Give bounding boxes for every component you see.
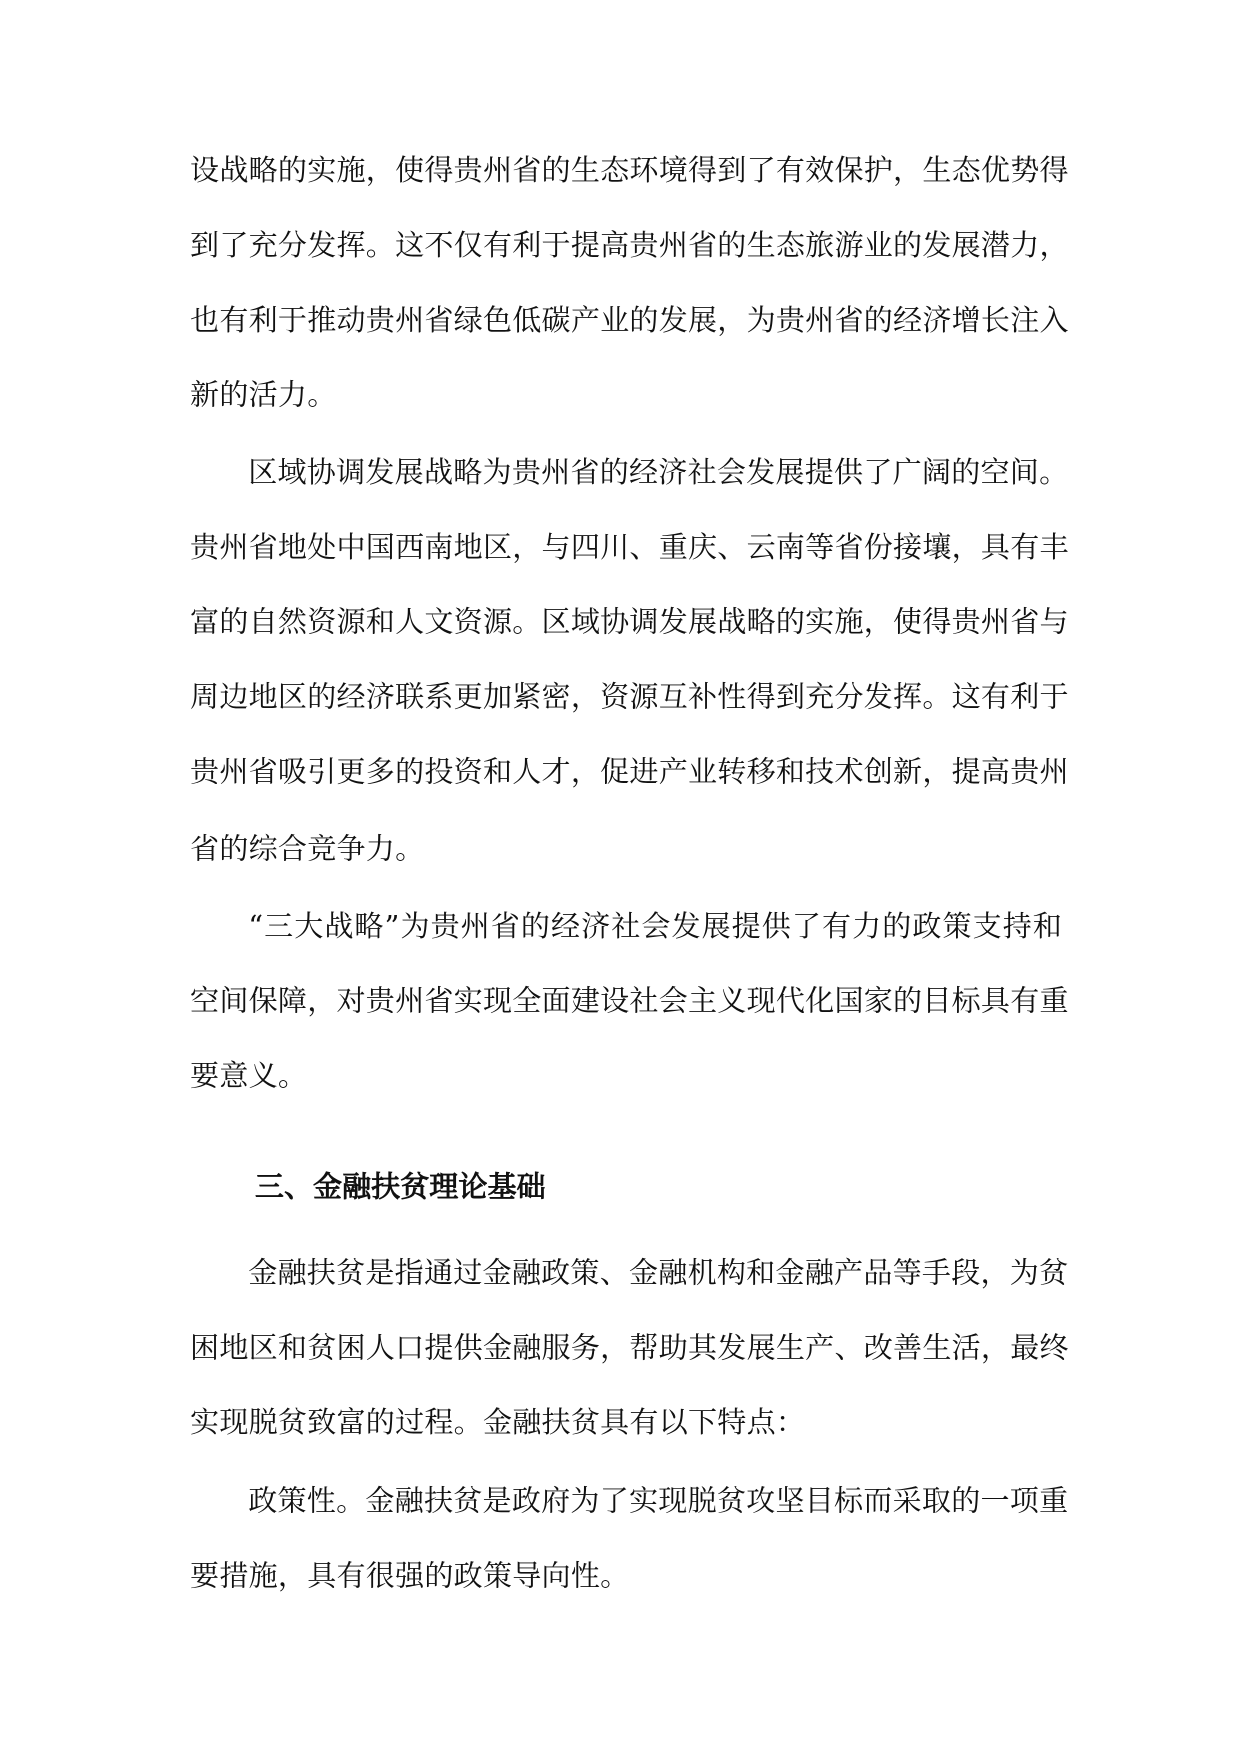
text-line: 金融扶贫是指通过金融政策、金融机构和金融产品等手段，为贫 [248,1256,1069,1291]
text-line: 也有利于推动贵州省绿色低碳产业的发展，为贵州省的经济增长注入 [190,304,1069,338]
text-line: 空间保障，对贵州省实现全面建设社会主义现代化国家的目标具有重 [190,984,1069,1019]
text-line: 困地区和贫困人口提供金融服务，帮助其发展生产、改善生活，最终 [190,1331,1069,1366]
text-line: “三大战略”为贵州省的经济社会发展提供了有力的政策支持和 [248,910,1063,944]
text-line: 到了充分发挥。这不仅有利于提高贵州省的生态旅游业的发展潜力， [190,229,1069,263]
text-line: 富的自然资源和人文资源。区域协调发展战略的实施，使得贵州省与 [190,605,1069,640]
text-line: 实现脱贫致富的过程。金融扶贫具有以下特点： [190,1406,806,1440]
text-line: 设战略的实施，使得贵州省的生态环境得到了有效保护，生态优势得 [190,154,1069,188]
text-line: 贵州省吸引更多的投资和人才，促进产业转移和技术创新，提高贵州 [190,755,1069,790]
text-line: 贵州省地处中国西南地区，与四川、重庆、云南等省份接壤，具有丰 [190,531,1069,565]
text-line: 要措施，具有很强的政策导向性。 [190,1559,630,1594]
text-line: 周边地区的经济联系更加紧密，资源互补性得到充分发挥。这有利于 [190,680,1069,715]
text-line: 要意义。 [190,1059,308,1094]
text-line: 省的综合竞争力。 [190,832,425,867]
text-line: 新的活力。 [190,379,337,413]
text-line: 政策性。金融扶贫是政府为了实现脱贫攻坚目标而采取的一项重 [248,1484,1069,1519]
text-line: 区域协调发展战略为贵州省的经济社会发展提供了广阔的空间。 [248,456,1069,490]
section-heading: 三、金融扶贫理论基础 [254,1170,546,1205]
